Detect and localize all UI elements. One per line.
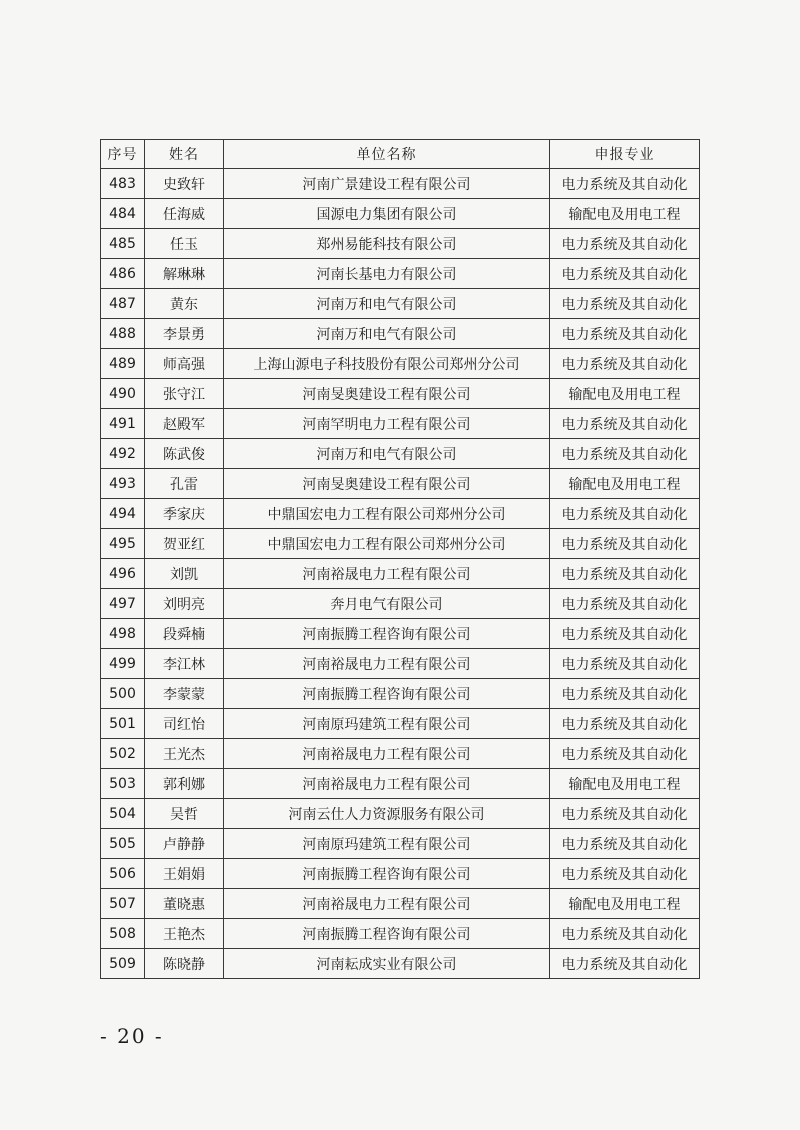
table-row xyxy=(101,169,700,199)
cell-specialty: 电力系统及其自动化 xyxy=(550,319,700,349)
cell-organization: 河南耘成实业有限公司 xyxy=(224,949,550,979)
table-row xyxy=(101,799,700,829)
table-row xyxy=(101,529,700,559)
cell-name: 吴哲 xyxy=(145,799,224,829)
cell-specialty: 电力系统及其自动化 xyxy=(550,589,700,619)
cell-organization: 河南万和电气有限公司 xyxy=(224,289,550,319)
cell-specialty: 电力系统及其自动化 xyxy=(550,259,700,289)
table-row xyxy=(101,469,700,499)
cell-index: 487 xyxy=(101,289,145,319)
cell-index: 490 xyxy=(101,379,145,409)
cell-specialty: 电力系统及其自动化 xyxy=(550,859,700,889)
table-row xyxy=(101,589,700,619)
cell-organization: 河南振腾工程咨询有限公司 xyxy=(224,619,550,649)
table-row xyxy=(101,379,700,409)
cell-name: 李江林 xyxy=(145,649,224,679)
cell-name: 季家庆 xyxy=(145,499,224,529)
cell-organization: 河南裕晟电力工程有限公司 xyxy=(224,889,550,919)
applicant-table xyxy=(100,139,700,979)
table-row xyxy=(101,619,700,649)
cell-specialty: 电力系统及其自动化 xyxy=(550,679,700,709)
cell-organization: 奔月电气有限公司 xyxy=(224,589,550,619)
cell-name: 司红怡 xyxy=(145,709,224,739)
cell-index: 508 xyxy=(101,919,145,949)
table-row xyxy=(101,649,700,679)
table-row xyxy=(101,829,700,859)
table-row xyxy=(101,439,700,469)
cell-organization: 河南万和电气有限公司 xyxy=(224,439,550,469)
cell-index: 509 xyxy=(101,949,145,979)
cell-index: 505 xyxy=(101,829,145,859)
cell-specialty: 电力系统及其自动化 xyxy=(550,439,700,469)
cell-index: 506 xyxy=(101,859,145,889)
cell-specialty: 输配电及用电工程 xyxy=(550,379,700,409)
table-header-row xyxy=(101,140,700,169)
page-number: - 20 - xyxy=(100,1024,164,1048)
table-row xyxy=(101,769,700,799)
header-specialty: 申报专业 xyxy=(550,140,700,169)
table-row xyxy=(101,289,700,319)
cell-organization: 河南裕晟电力工程有限公司 xyxy=(224,769,550,799)
cell-specialty: 电力系统及其自动化 xyxy=(550,739,700,769)
table-row xyxy=(101,949,700,979)
cell-name: 任海威 xyxy=(145,199,224,229)
cell-name: 陈晓静 xyxy=(145,949,224,979)
cell-specialty: 电力系统及其自动化 xyxy=(550,949,700,979)
cell-organization: 河南裕晟电力工程有限公司 xyxy=(224,559,550,589)
cell-name: 王艳杰 xyxy=(145,919,224,949)
cell-organization: 上海山源电子科技股份有限公司郑州分公司 xyxy=(224,349,550,379)
cell-name: 赵殿军 xyxy=(145,409,224,439)
cell-specialty: 电力系统及其自动化 xyxy=(550,649,700,679)
cell-specialty: 电力系统及其自动化 xyxy=(550,799,700,829)
cell-index: 489 xyxy=(101,349,145,379)
cell-index: 486 xyxy=(101,259,145,289)
cell-name: 孔雷 xyxy=(145,469,224,499)
cell-name: 段舜楠 xyxy=(145,619,224,649)
table-row xyxy=(101,739,700,769)
cell-name: 李景勇 xyxy=(145,319,224,349)
cell-organization: 河南万和电气有限公司 xyxy=(224,319,550,349)
cell-organization: 河南旻奥建设工程有限公司 xyxy=(224,469,550,499)
cell-name: 刘凯 xyxy=(145,559,224,589)
cell-name: 张守江 xyxy=(145,379,224,409)
cell-index: 485 xyxy=(101,229,145,259)
cell-index: 491 xyxy=(101,409,145,439)
table-row xyxy=(101,679,700,709)
cell-specialty: 电力系统及其自动化 xyxy=(550,499,700,529)
cell-organization: 国源电力集团有限公司 xyxy=(224,199,550,229)
cell-index: 495 xyxy=(101,529,145,559)
cell-organization: 郑州易能科技有限公司 xyxy=(224,229,550,259)
cell-name: 李蒙蒙 xyxy=(145,679,224,709)
cell-index: 488 xyxy=(101,319,145,349)
cell-specialty: 输配电及用电工程 xyxy=(550,199,700,229)
cell-index: 497 xyxy=(101,589,145,619)
cell-name: 王娟娟 xyxy=(145,859,224,889)
cell-name: 史致轩 xyxy=(145,169,224,199)
cell-organization: 河南振腾工程咨询有限公司 xyxy=(224,919,550,949)
table-row xyxy=(101,199,700,229)
cell-index: 498 xyxy=(101,619,145,649)
header-organization: 单位名称 xyxy=(224,140,550,169)
table-row xyxy=(101,409,700,439)
cell-index: 493 xyxy=(101,469,145,499)
cell-name: 郭利娜 xyxy=(145,769,224,799)
cell-specialty: 电力系统及其自动化 xyxy=(550,559,700,589)
cell-organization: 河南裕晟电力工程有限公司 xyxy=(224,739,550,769)
table-row xyxy=(101,889,700,919)
cell-index: 492 xyxy=(101,439,145,469)
cell-specialty: 电力系统及其自动化 xyxy=(550,349,700,379)
cell-specialty: 电力系统及其自动化 xyxy=(550,169,700,199)
header-index: 序号 xyxy=(101,140,145,169)
table-row xyxy=(101,319,700,349)
cell-index: 494 xyxy=(101,499,145,529)
table-row xyxy=(101,349,700,379)
table-row xyxy=(101,919,700,949)
cell-index: 484 xyxy=(101,199,145,229)
cell-name: 王光杰 xyxy=(145,739,224,769)
cell-organization: 河南长基电力有限公司 xyxy=(224,259,550,289)
table-row xyxy=(101,499,700,529)
cell-index: 507 xyxy=(101,889,145,919)
cell-index: 501 xyxy=(101,709,145,739)
cell-specialty: 输配电及用电工程 xyxy=(550,769,700,799)
cell-specialty: 电力系统及其自动化 xyxy=(550,289,700,319)
table-row xyxy=(101,259,700,289)
cell-specialty: 电力系统及其自动化 xyxy=(550,709,700,739)
cell-organization: 河南裕晟电力工程有限公司 xyxy=(224,649,550,679)
cell-name: 师高强 xyxy=(145,349,224,379)
cell-index: 503 xyxy=(101,769,145,799)
cell-name: 黄东 xyxy=(145,289,224,319)
table-body xyxy=(101,169,700,979)
cell-organization: 河南原玛建筑工程有限公司 xyxy=(224,829,550,859)
cell-specialty: 电力系统及其自动化 xyxy=(550,229,700,259)
cell-specialty: 电力系统及其自动化 xyxy=(550,829,700,859)
cell-name: 解琳琳 xyxy=(145,259,224,289)
cell-index: 500 xyxy=(101,679,145,709)
table-row xyxy=(101,859,700,889)
cell-specialty: 输配电及用电工程 xyxy=(550,469,700,499)
cell-index: 502 xyxy=(101,739,145,769)
cell-organization: 河南云仕人力资源服务有限公司 xyxy=(224,799,550,829)
cell-index: 496 xyxy=(101,559,145,589)
cell-name: 贺亚红 xyxy=(145,529,224,559)
cell-name: 董晓惠 xyxy=(145,889,224,919)
cell-organization: 河南振腾工程咨询有限公司 xyxy=(224,859,550,889)
cell-name: 任玉 xyxy=(145,229,224,259)
cell-organization: 河南旻奥建设工程有限公司 xyxy=(224,379,550,409)
cell-name: 陈武俊 xyxy=(145,439,224,469)
cell-specialty: 电力系统及其自动化 xyxy=(550,529,700,559)
table-row xyxy=(101,229,700,259)
header-name: 姓名 xyxy=(145,140,224,169)
cell-name: 刘明亮 xyxy=(145,589,224,619)
cell-organization: 中鼎国宏电力工程有限公司郑州分公司 xyxy=(224,529,550,559)
cell-specialty: 电力系统及其自动化 xyxy=(550,409,700,439)
cell-specialty: 电力系统及其自动化 xyxy=(550,619,700,649)
cell-organization: 河南振腾工程咨询有限公司 xyxy=(224,679,550,709)
cell-index: 504 xyxy=(101,799,145,829)
cell-specialty: 输配电及用电工程 xyxy=(550,889,700,919)
table-row xyxy=(101,559,700,589)
table-row xyxy=(101,709,700,739)
cell-organization: 河南广景建设工程有限公司 xyxy=(224,169,550,199)
cell-organization: 河南原玛建筑工程有限公司 xyxy=(224,709,550,739)
cell-name: 卢静静 xyxy=(145,829,224,859)
cell-index: 499 xyxy=(101,649,145,679)
cell-organization: 河南罕明电力工程有限公司 xyxy=(224,409,550,439)
cell-specialty: 电力系统及其自动化 xyxy=(550,919,700,949)
cell-organization: 中鼎国宏电力工程有限公司郑州分公司 xyxy=(224,499,550,529)
cell-index: 483 xyxy=(101,169,145,199)
